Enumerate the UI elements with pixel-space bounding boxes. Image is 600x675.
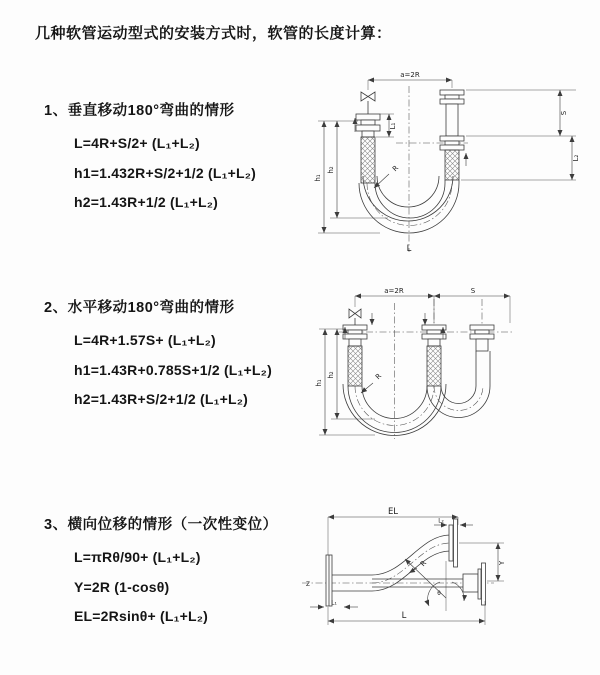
- length-label: L: [406, 244, 412, 254]
- dim-label-l2: L₂: [572, 154, 580, 162]
- theta-label: θ: [437, 591, 441, 597]
- axis-z-label: Z: [306, 582, 310, 588]
- page-title: 几种软管运动型式的安装方式时，软管的长度计算：: [35, 25, 392, 42]
- dim-label-h1: h₁: [314, 174, 322, 182]
- hose-s-curve: [372, 519, 458, 591]
- section-2: [44, 296, 272, 415]
- dim-label-h2: h₂: [327, 166, 335, 174]
- section-1-heading: 1、垂直移动180°弯曲的情形: [44, 103, 235, 119]
- formula-length: L=4R+1.57S+ (L₁+L₂): [74, 332, 216, 348]
- diagram-horizontal-180-bend: [313, 281, 588, 446]
- section-1: [44, 99, 256, 218]
- valve-icon: [361, 92, 375, 114]
- middle-pipe-fitting: [422, 325, 446, 386]
- formula-length: L=4R+S/2+ (L₁+L₂): [74, 135, 200, 151]
- straight-pipe-original-position: [372, 563, 486, 605]
- formula-length: L=πRθ/90+ (L₁+L₂): [74, 549, 201, 565]
- section-2-heading: 2、水平移动180°弯曲的情形: [44, 300, 235, 316]
- dim-label-h2: h₂: [327, 371, 335, 379]
- radius-label: R: [391, 164, 401, 174]
- length-label: L: [401, 611, 407, 621]
- formula-h1: h1=1.432R+S/2+1/2 (L₁+L₂): [74, 164, 256, 181]
- section-3-heading: 3、横向位移的情形（一次性变位）: [44, 517, 278, 533]
- dim-label-s: S: [470, 287, 476, 295]
- left-pipe-fitting: [343, 325, 367, 386]
- dim-label-y: Y: [498, 560, 506, 566]
- dim-label-l1: L₁: [331, 600, 337, 607]
- diagram-vertical-180-bend: [310, 66, 590, 256]
- dimension-lines: [310, 517, 504, 625]
- radius-label: R: [374, 372, 384, 382]
- dim-label-l2: L₂: [438, 518, 444, 525]
- section-2-formulas: [74, 326, 272, 415]
- left-flange: [326, 555, 372, 606]
- formula-h1: h1=1.43R+0.785S+1/2 (L₁+L₂): [74, 361, 272, 378]
- dim-label-a-2r: a=2R: [384, 287, 404, 295]
- valve-icon: [349, 309, 361, 325]
- diagram-lateral-displacement: [298, 503, 600, 643]
- radius-label: R: [418, 559, 429, 569]
- right-pipe-fitting: [470, 325, 494, 351]
- centerlines: [339, 299, 513, 439]
- dim-label-h1: h₁: [315, 379, 323, 387]
- formula-el: EL=2Rsinθ+ (L₁+L₂): [74, 608, 209, 624]
- dim-label-s: S: [560, 110, 568, 116]
- formula-h2: h2=1.43R+S/2+1/2 (L₁+L₂): [74, 391, 249, 407]
- section-3-formulas: [74, 543, 278, 632]
- dim-label-l1: L₁: [389, 122, 397, 130]
- formula-y: Y=2R (1-cosθ): [74, 578, 170, 595]
- left-pipe-fitting: [356, 114, 380, 183]
- section-3: [44, 513, 278, 632]
- dim-label-a-2r: a=2R: [400, 71, 420, 79]
- dim-label-el: EL: [387, 507, 399, 517]
- section-1-formulas: [74, 129, 256, 218]
- right-pipe-fitting: [440, 90, 464, 183]
- hose-loops: [343, 351, 490, 436]
- formula-h2: h2=1.43R+1/2 (L₁+L₂): [74, 194, 219, 210]
